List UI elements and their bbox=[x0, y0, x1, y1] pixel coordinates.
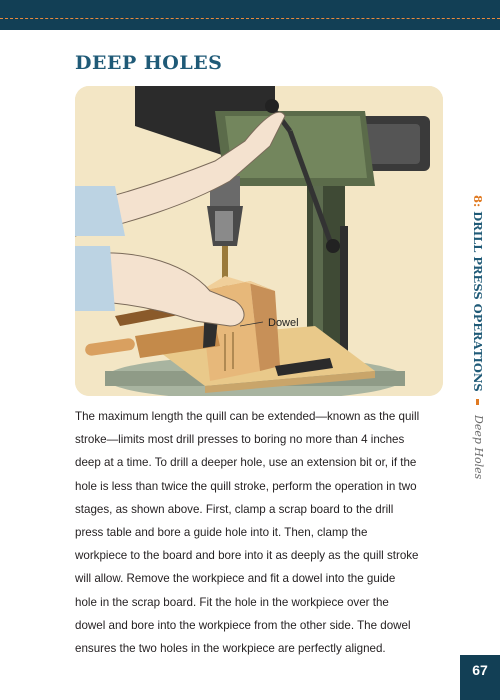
page-number: 67 bbox=[460, 655, 500, 700]
header-band bbox=[0, 0, 500, 30]
chapter-number: 8: bbox=[471, 195, 485, 208]
side-chapter-heading bbox=[468, 195, 488, 390]
chapter-title: DRILL PRESS OPERATIONS bbox=[471, 211, 485, 392]
dowel-callout-label: Dowel bbox=[268, 317, 299, 329]
drill-press-drawing bbox=[75, 86, 443, 396]
drill-press-illustration bbox=[75, 86, 443, 396]
side-tab-marker bbox=[476, 399, 479, 405]
side-section-label: Deep Holes bbox=[472, 415, 485, 480]
page-title: DEEP HOLES bbox=[75, 52, 223, 74]
header-dashed-rule bbox=[0, 18, 500, 19]
side-tab bbox=[467, 195, 495, 625]
body-paragraph: The maximum length the quill can be extended—known as the quill stroke—limits most drill presses to boring no more than 4 inches deep at a time. To drill a deeper hole, use an extension bit or, if the hole is less than twice the quill stroke, perform the operation in two stages, as shown above. First, clamp a scrap board to the drill press table and bore a guide hole into it. Then, clamp the workpiece to the board and bore into it as deeply as the quill stroke will allow. Remove the workpiece and fit a dowel into the guide hole in the scrap board. Fit the hole in the workpiece over the dowel and bore into the workpiece from the other side. The dowel ensures the two holes in the workpiece are perfectly aligned. bbox=[75, 410, 420, 656]
